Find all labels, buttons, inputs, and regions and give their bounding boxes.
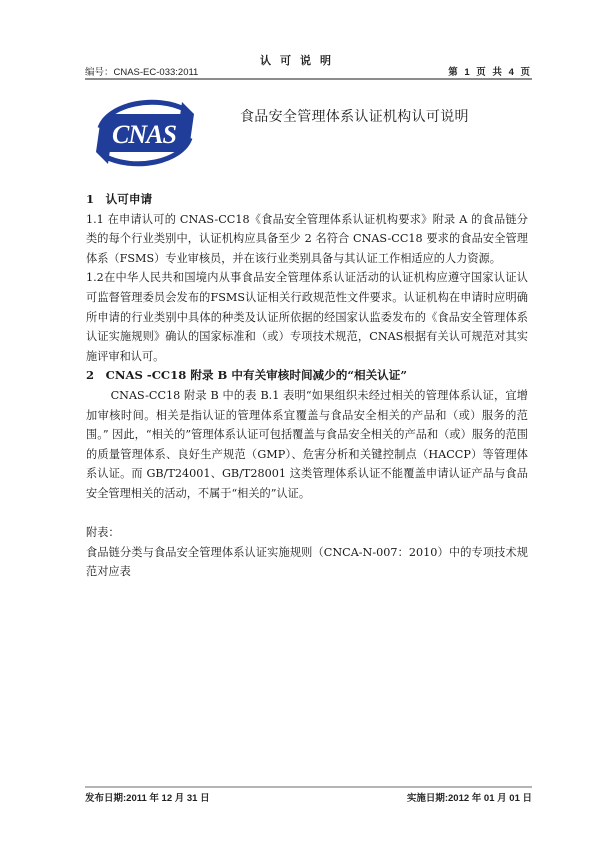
page-indicator: 第 1 页 共 4 页 [448, 67, 532, 78]
appendix-text: 食品链分类与食品安全管理体系认证实施规则（CNCA-N-007：2010）中的专项技术规范对应表 [86, 545, 528, 579]
cnas-logo-icon [86, 96, 204, 170]
header-rule [85, 78, 532, 80]
appendix-label: 附表： [86, 526, 120, 540]
document-body [86, 190, 528, 582]
page-header-doc-type: 认可说明 [260, 54, 340, 67]
section-1-heading: 1 认可申请 [86, 192, 153, 206]
svg-text:CNAS: CNAS [112, 120, 176, 149]
effective-date: 实施日期:2012 年 01 月 01 日 [406, 793, 532, 804]
section-2-heading: 2 CNAS -CC18 附录 B 中有关审核时间减少的“相关认证” [86, 368, 408, 383]
spacer [86, 504, 528, 524]
header-row [85, 64, 532, 78]
doc-number: 编号：CNAS-EC-033:2011 [85, 67, 199, 78]
paragraph-2-1: CNAS-CC18 附录 B 中的表 B.1 表明“如果组织未经过相关的管理体系认证，宜增加审核时间。相关是指认证的管理体系宜覆盖与食品安全相关的产品和（或）服务的范围。” 因此，“相关的”管理体系认证可包括覆盖与食品安全相关的产品和（或）服务的范围的质量管理体系、良好生产规范（GMP）、危害分析和关键控制点（HACCP）等管理体系认证。而 GB/T24001、GB/T28001 这类管理体系认证不能覆盖申请认证产品与食品安全管理相关的活动，不属于“相关的”认证。 [86, 388, 528, 500]
footer-row [85, 790, 532, 804]
cnas-logo [86, 96, 204, 170]
paragraph-1-1: 1.1 在申请认可的 CNAS-CC18《食品安全管理体系认证机构要求》附录 A 的食品链分类的每个行业类别中，认证机构应具备至少 2 名符合 CNAS-CC18 要求的食品安全管理体系（FSMS）专业审核员，并在该行业类别具备与其认证工作相适应的人力资源。 [86, 212, 528, 265]
paragraph-1-2: 1.2在中华人民共和国境内从事食品安全管理体系认证活动的认证机构应遵守国家认证认可监督管理委员会发布的FSMS认证相关行政规范性文件要求。认证机构在申请时应明确所申请的行业类别中具体的种类及认证所依据的经国家认监委发布的《食品安全管理体系认证实施规则》确认的国家标准和（或）专项技术规范，CNAS根据有关认可规范对其实施评审和认可。 [86, 271, 528, 363]
document-title: 食品安全管理体系认证机构认可说明 [240, 109, 469, 125]
footer-rule [85, 786, 532, 788]
publish-date: 发布日期:2011 年 12 月 31 日 [85, 793, 210, 804]
